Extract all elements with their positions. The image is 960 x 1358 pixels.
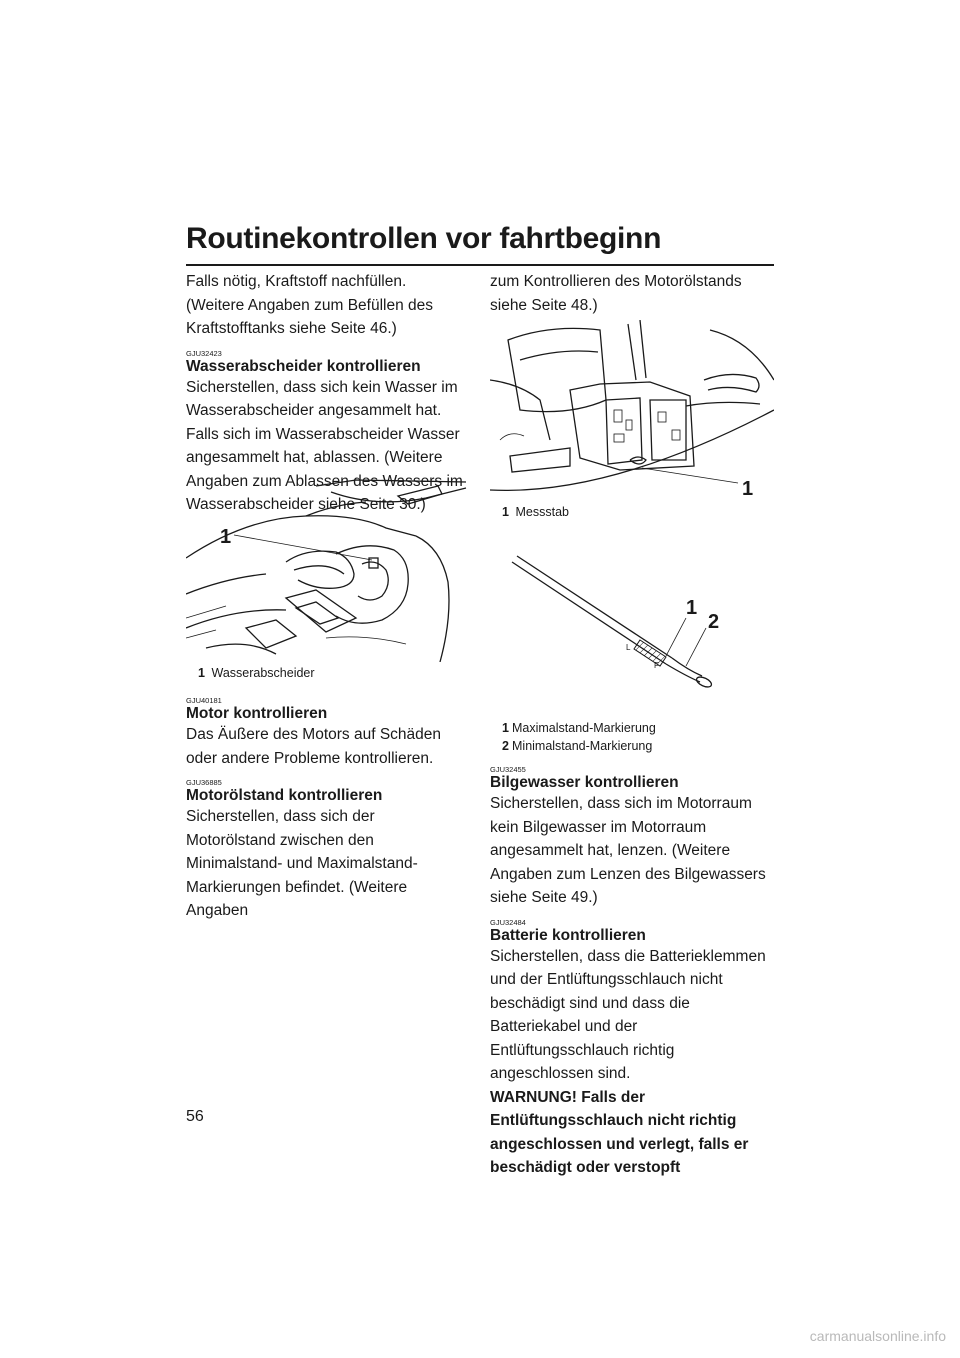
dipstick-engine-illustration [490,320,774,502]
watermark: carmanualsonline.info [809,1328,946,1344]
right-column-bottom [490,757,774,1180]
intro-text: zum Kontrollieren des Motorölstands siehe Seite 48.) [490,273,742,314]
caption-text: Minimalstand-Markierung [512,739,653,753]
title-rule [186,264,774,266]
figure-caption [198,664,315,682]
section-code: GJU36885 [186,778,222,787]
intro-text: Falls nötig, Kraftstoff nachfüllen. (Weitere Angaben zum Befüllen des Kraftstofftanks siehe Seite 46.) [186,273,434,337]
caption-text: Messstab [515,505,569,519]
dipstick-l-mark: L [626,643,631,652]
warning-text: WARNUNG! Falls der Entlüftungsschlauch nicht richtig angeschlossen und verlegt, falls er beschädigt oder verstopft [490,1088,749,1176]
section-heading: Batterie kontrollieren [490,926,646,944]
section-heading: Motorölstand kontrollieren [186,787,383,804]
left-column-bottom [186,688,466,923]
section-text: Sicherstellen, dass sich kein Wasser im Wasserabscheider angesammelt hat. Falls sich im Wasserabscheider Wasser angesammelt hat, ablassen. (Weitere Angaben zum Ablassen des Wassers im Wasserabscheider siehe Seite 30.) [186,378,463,513]
dipstick-f-mark: F [654,661,659,670]
caption-text: Maximalstand-Markierung [512,721,656,735]
section-code: GJU32455 [490,765,526,774]
section-text: Sicherstellen, dass sich im Motorraum kein Bilgewasser im Motorraum angesammelt hat, lenzen. (Weitere Angaben zum Lenzen des Bilgewassers siehe Seite 49.) [490,795,766,906]
caption-number: 1 [198,666,205,680]
dipstick-marks-illustration [490,548,774,700]
section-text: Das Äußere des Motors auf Schäden oder andere Probleme kontrollieren. [186,726,442,767]
caption-number: 2 [502,739,509,753]
figure-caption [502,719,656,755]
page-number: 56 [186,1108,204,1125]
callout-2: 2 [708,611,720,633]
caption-text: Wasserabscheider [211,666,315,680]
caption-number: 1 [502,721,509,735]
section-code: GJU40181 [186,696,222,705]
section-heading: Wasserabscheider kontrollieren [186,357,421,375]
section-code: GJU32484 [490,917,526,927]
figure-caption [502,503,569,521]
water-separator-illustration [186,478,468,662]
right-intro [490,270,774,317]
page-title: Routinekontrollen vor fahrtbeginn [186,222,662,255]
section-heading: Bilgewasser kontrollieren [490,774,679,791]
section-heading: Motor kontrollieren [186,705,328,722]
callout-1: 1 [220,526,232,548]
callout-1: 1 [686,597,698,619]
section-text: Sicherstellen, dass sich der Motorölstand zwischen den Minimalstand- und Maximalstand-Markierungen befindet. (Weitere Angaben [186,808,418,919]
section-code: GJU32423 [186,348,222,358]
callout-1: 1 [742,478,754,500]
caption-number: 1 [502,505,509,519]
section-text: Sicherstellen, dass die Batterieklemmen und der Entlüftungsschlauch nicht beschädigt sind und dass die Batteriekabel und der Entlüftungsschlauch richtig angeschlossen sind. [490,947,766,1082]
